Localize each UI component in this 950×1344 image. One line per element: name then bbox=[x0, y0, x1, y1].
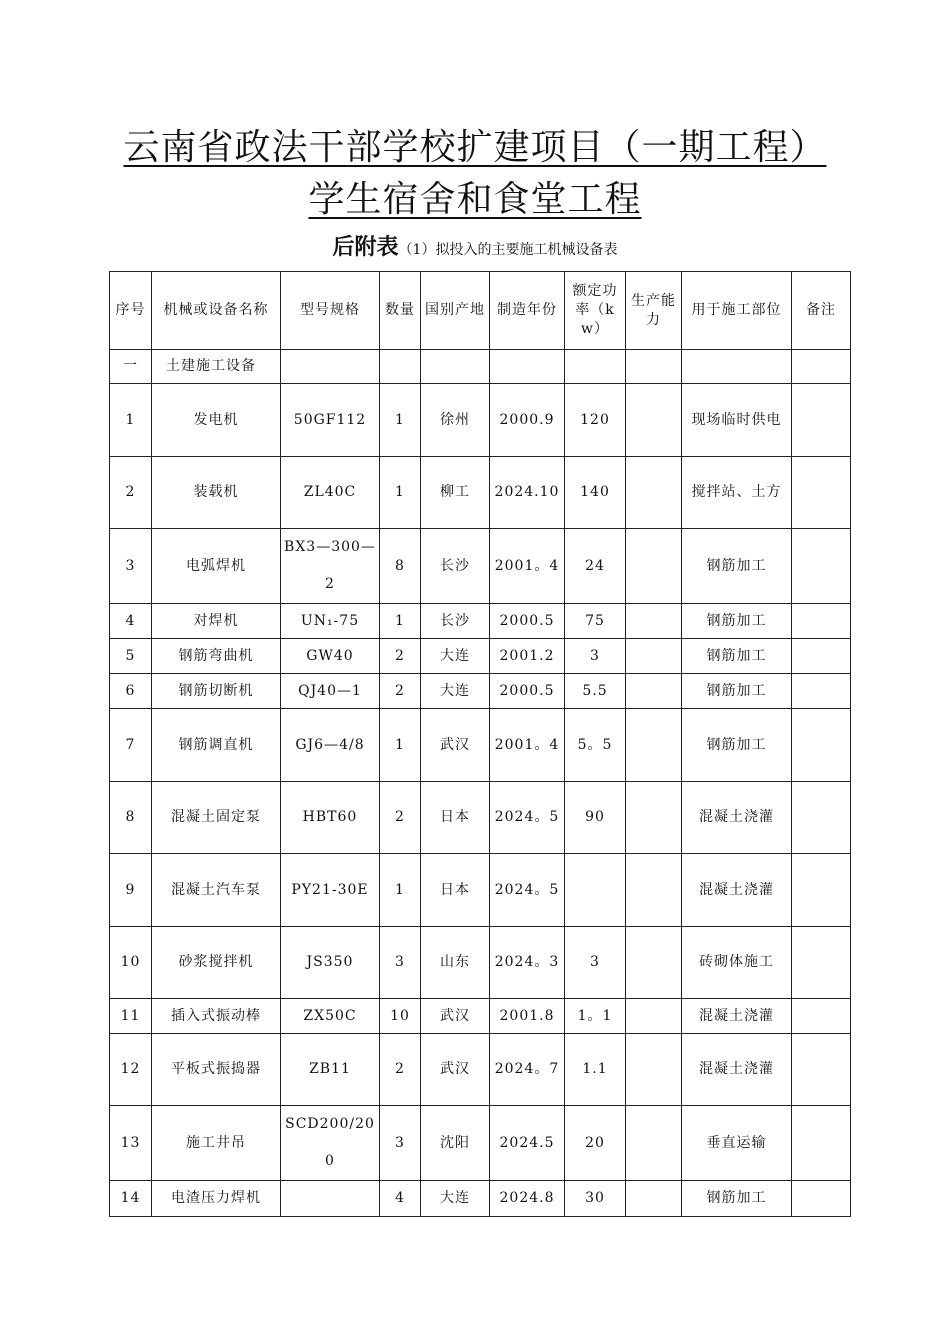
cell-model: GW40 bbox=[281, 639, 380, 674]
cell-power: 75 bbox=[565, 604, 626, 639]
section-index: 一 bbox=[110, 350, 152, 384]
cell-use: 混凝土浇灌 bbox=[682, 999, 792, 1034]
table-row bbox=[110, 782, 851, 854]
cell-power: 140 bbox=[565, 457, 626, 529]
cell-origin: 长沙 bbox=[421, 529, 490, 604]
cell-name: 砂浆搅拌机 bbox=[152, 927, 281, 999]
cell-power: 120 bbox=[565, 384, 626, 457]
cell-no: 6 bbox=[110, 674, 152, 709]
cell-qty: 3 bbox=[380, 1106, 421, 1181]
cell-name: 钢筋调直机 bbox=[152, 709, 281, 782]
cell-no: 9 bbox=[110, 854, 152, 927]
cell-power: 5.5 bbox=[565, 674, 626, 709]
cell-qty: 2 bbox=[380, 1034, 421, 1106]
cell-power bbox=[565, 854, 626, 927]
cell-note bbox=[792, 927, 851, 999]
cell-model: 50GF112 bbox=[281, 384, 380, 457]
cell-year: 2000.9 bbox=[490, 384, 565, 457]
cell-name: 混凝土汽车泵 bbox=[152, 854, 281, 927]
cell-use: 钢筋加工 bbox=[682, 674, 792, 709]
cell-model: HBT60 bbox=[281, 782, 380, 854]
cell-note bbox=[792, 529, 851, 604]
cell-qty: 1 bbox=[380, 457, 421, 529]
cell-note bbox=[792, 674, 851, 709]
cell-use: 搅拌站、土方 bbox=[682, 457, 792, 529]
cell-use: 钢筋加工 bbox=[682, 604, 792, 639]
cell-qty: 4 bbox=[380, 1181, 421, 1217]
cell-capacity bbox=[626, 1181, 682, 1217]
cell-note bbox=[792, 1106, 851, 1181]
cell-name: 施工井吊 bbox=[152, 1106, 281, 1181]
cell-model: QJ40—1 bbox=[281, 674, 380, 709]
table-row bbox=[110, 854, 851, 927]
cell-model: JS350 bbox=[281, 927, 380, 999]
cell-model: ZX50C bbox=[281, 999, 380, 1034]
header-cell: 国别产地 bbox=[421, 272, 490, 350]
table-row bbox=[110, 709, 851, 782]
cell-use: 钢筋加工 bbox=[682, 529, 792, 604]
cell-use: 砖砌体施工 bbox=[682, 927, 792, 999]
cell-name: 装载机 bbox=[152, 457, 281, 529]
cell-note bbox=[792, 1181, 851, 1217]
cell-year: 2024.5 bbox=[490, 1106, 565, 1181]
cell-origin: 武汉 bbox=[421, 999, 490, 1034]
cell-power: 30 bbox=[565, 1181, 626, 1217]
cell-name: 发电机 bbox=[152, 384, 281, 457]
table-row bbox=[110, 457, 851, 529]
cell-capacity bbox=[626, 639, 682, 674]
cell-use: 混凝土浇灌 bbox=[682, 854, 792, 927]
cell-name: 平板式振捣器 bbox=[152, 1034, 281, 1106]
cell-year: 2000.5 bbox=[490, 604, 565, 639]
cell-use: 钢筋加工 bbox=[682, 639, 792, 674]
cell-origin: 武汉 bbox=[421, 709, 490, 782]
cell-use: 垂直运输 bbox=[682, 1106, 792, 1181]
cell-name: 电渣压力焊机 bbox=[152, 1181, 281, 1217]
cell-no: 7 bbox=[110, 709, 152, 782]
cell-name: 混凝土固定泵 bbox=[152, 782, 281, 854]
cell-note bbox=[792, 999, 851, 1034]
cell-no: 8 bbox=[110, 782, 152, 854]
header-cell: 数量 bbox=[380, 272, 421, 350]
cell-qty: 2 bbox=[380, 782, 421, 854]
header-cell: 额定功率（kw） bbox=[565, 272, 626, 350]
cell-power: 3 bbox=[565, 639, 626, 674]
table-row bbox=[110, 674, 851, 709]
cell-capacity bbox=[626, 999, 682, 1034]
cell-qty: 1 bbox=[380, 384, 421, 457]
cell-no: 12 bbox=[110, 1034, 152, 1106]
table-row bbox=[110, 927, 851, 999]
cell-no: 2 bbox=[110, 457, 152, 529]
cell-model bbox=[281, 1181, 380, 1217]
cell-no: 3 bbox=[110, 529, 152, 604]
cell-year: 2024.8 bbox=[490, 1181, 565, 1217]
table-caption bbox=[0, 232, 950, 266]
cell-note bbox=[792, 457, 851, 529]
cell-power: 20 bbox=[565, 1106, 626, 1181]
cell-name: 钢筋切断机 bbox=[152, 674, 281, 709]
cell-year: 2000.5 bbox=[490, 674, 565, 709]
cell-note bbox=[792, 854, 851, 927]
cell-power: 1.1 bbox=[565, 1034, 626, 1106]
cell-year: 2001。4 bbox=[490, 709, 565, 782]
table-row bbox=[110, 639, 851, 674]
cell-model: UN₁-75 bbox=[281, 604, 380, 639]
cell-origin: 长沙 bbox=[421, 604, 490, 639]
cell-note bbox=[792, 384, 851, 457]
table-row bbox=[110, 1106, 851, 1181]
cell-use: 钢筋加工 bbox=[682, 1181, 792, 1217]
cell-capacity bbox=[626, 529, 682, 604]
cell-no: 11 bbox=[110, 999, 152, 1034]
cell-origin: 山东 bbox=[421, 927, 490, 999]
header-row bbox=[110, 272, 851, 350]
cell-capacity bbox=[626, 1106, 682, 1181]
cell-name: 对焊机 bbox=[152, 604, 281, 639]
cell-year: 2001.2 bbox=[490, 639, 565, 674]
cell-use: 钢筋加工 bbox=[682, 709, 792, 782]
table-row bbox=[110, 384, 851, 457]
header-cell: 型号规格 bbox=[281, 272, 380, 350]
cell-no: 4 bbox=[110, 604, 152, 639]
cell-name: 钢筋弯曲机 bbox=[152, 639, 281, 674]
cell-power: 90 bbox=[565, 782, 626, 854]
cell-use: 混凝土浇灌 bbox=[682, 782, 792, 854]
cell-origin: 武汉 bbox=[421, 1034, 490, 1106]
cell-capacity bbox=[626, 457, 682, 529]
cell-qty: 10 bbox=[380, 999, 421, 1034]
header-cell: 机械或设备名称 bbox=[152, 272, 281, 350]
header-cell: 生产能力 bbox=[626, 272, 682, 350]
cell-note bbox=[792, 604, 851, 639]
cell-qty: 1 bbox=[380, 854, 421, 927]
cell-capacity bbox=[626, 384, 682, 457]
cell-year: 2001.8 bbox=[490, 999, 565, 1034]
cell-model: BX3—300—2 bbox=[281, 529, 380, 604]
cell-year: 2024。5 bbox=[490, 854, 565, 927]
cell-power: 24 bbox=[565, 529, 626, 604]
cell-capacity bbox=[626, 854, 682, 927]
cell-origin: 日本 bbox=[421, 854, 490, 927]
cell-qty: 8 bbox=[380, 529, 421, 604]
cell-origin: 日本 bbox=[421, 782, 490, 854]
cell-power: 5。5 bbox=[565, 709, 626, 782]
cell-model: SCD200/200 bbox=[281, 1106, 380, 1181]
cell-year: 2024.10 bbox=[490, 457, 565, 529]
cell-model: PY21-30E bbox=[281, 854, 380, 927]
equipment-table bbox=[109, 271, 851, 1217]
cell-capacity bbox=[626, 1034, 682, 1106]
cell-capacity bbox=[626, 782, 682, 854]
cell-no: 13 bbox=[110, 1106, 152, 1181]
cell-name: 电弧焊机 bbox=[152, 529, 281, 604]
table-row bbox=[110, 1181, 851, 1217]
table-row bbox=[110, 529, 851, 604]
cell-capacity bbox=[626, 709, 682, 782]
cell-model: ZL40C bbox=[281, 457, 380, 529]
document-title-line2: 学生宿舍和食堂工程 bbox=[308, 179, 642, 220]
cell-year: 2024。5 bbox=[490, 782, 565, 854]
cell-note bbox=[792, 709, 851, 782]
section-row bbox=[110, 350, 851, 384]
caption-label: 后附表 bbox=[332, 235, 399, 260]
cell-note bbox=[792, 782, 851, 854]
cell-qty: 3 bbox=[380, 927, 421, 999]
cell-origin: 大连 bbox=[421, 639, 490, 674]
cell-origin: 徐州 bbox=[421, 384, 490, 457]
cell-use: 混凝土浇灌 bbox=[682, 1034, 792, 1106]
cell-note bbox=[792, 639, 851, 674]
cell-power: 3 bbox=[565, 927, 626, 999]
header-cell: 制造年份 bbox=[490, 272, 565, 350]
cell-model: GJ6—4/8 bbox=[281, 709, 380, 782]
cell-capacity bbox=[626, 604, 682, 639]
cell-origin: 大连 bbox=[421, 1181, 490, 1217]
cell-no: 10 bbox=[110, 927, 152, 999]
cell-no: 1 bbox=[110, 384, 152, 457]
cell-no: 5 bbox=[110, 639, 152, 674]
table-row bbox=[110, 999, 851, 1034]
cell-note bbox=[792, 1034, 851, 1106]
cell-capacity bbox=[626, 927, 682, 999]
header-cell: 序号 bbox=[110, 272, 152, 350]
header-cell: 用于施工部位 bbox=[682, 272, 792, 350]
cell-model: ZB11 bbox=[281, 1034, 380, 1106]
cell-origin: 大连 bbox=[421, 674, 490, 709]
caption-text: （1）拟投入的主要施工机械设备表 bbox=[398, 242, 618, 258]
cell-qty: 1 bbox=[380, 604, 421, 639]
cell-year: 2001。4 bbox=[490, 529, 565, 604]
cell-name: 插入式振动棒 bbox=[152, 999, 281, 1034]
cell-origin: 沈阳 bbox=[421, 1106, 490, 1181]
cell-no: 14 bbox=[110, 1181, 152, 1217]
cell-qty: 1 bbox=[380, 709, 421, 782]
cell-year: 2024。7 bbox=[490, 1034, 565, 1106]
cell-qty: 2 bbox=[380, 674, 421, 709]
cell-qty: 2 bbox=[380, 639, 421, 674]
cell-origin: 柳工 bbox=[421, 457, 490, 529]
cell-capacity bbox=[626, 674, 682, 709]
header-cell: 备注 bbox=[792, 272, 851, 350]
cell-power: 1。1 bbox=[565, 999, 626, 1034]
cell-use: 现场临时供电 bbox=[682, 384, 792, 457]
section-label: 土建施工设备 bbox=[152, 350, 281, 384]
table-row bbox=[110, 1034, 851, 1106]
document-title-line1: 云南省政法干部学校扩建项目（一期工程） bbox=[123, 127, 827, 168]
table-row bbox=[110, 604, 851, 639]
cell-year: 2024。3 bbox=[490, 927, 565, 999]
